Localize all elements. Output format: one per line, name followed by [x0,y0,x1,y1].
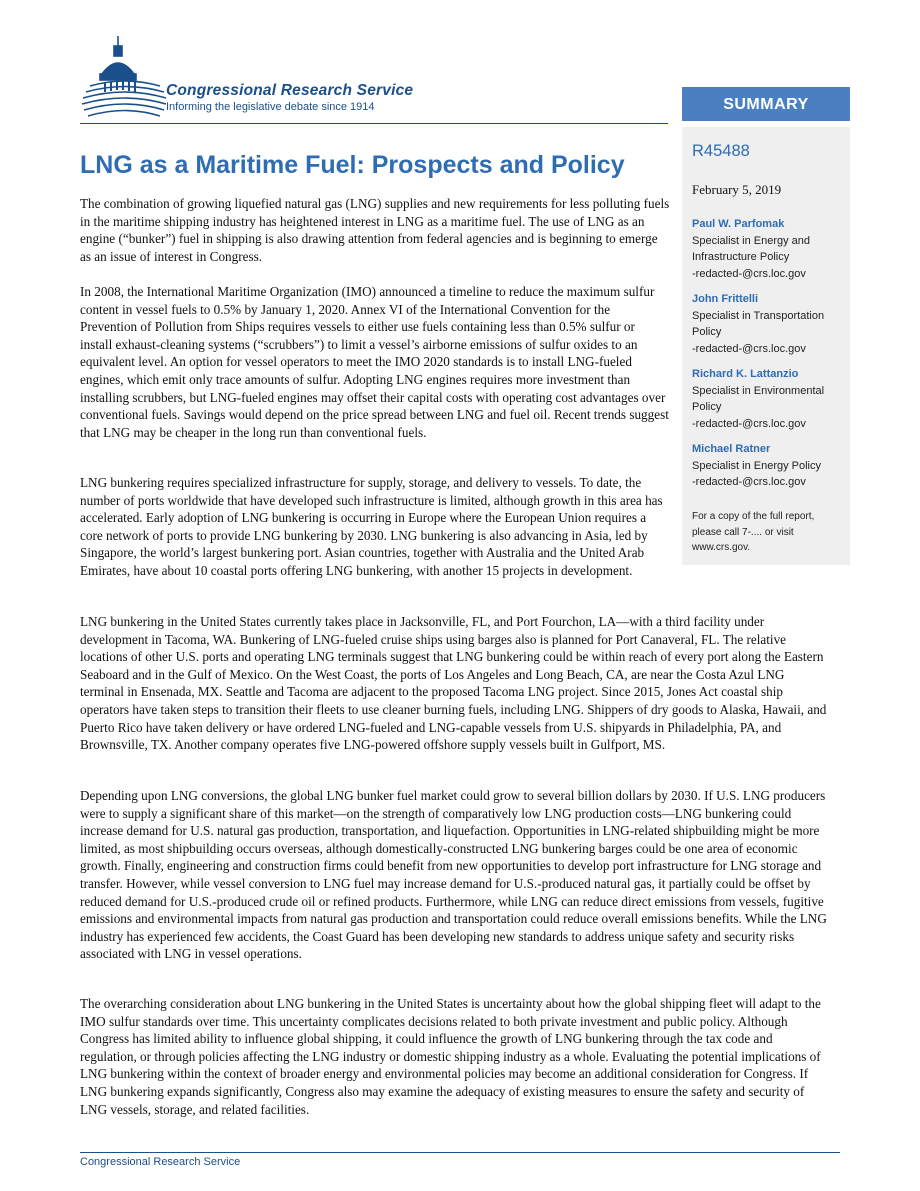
author-email[interactable]: -redacted-@crs.loc.gov [692,476,806,488]
report-date: February 5, 2019 [692,182,782,197]
page-title: LNG as a Maritime Fuel: Prospects and Policy [80,151,625,179]
author-role: Specialist in Energy and Infrastructure Policy [692,234,811,263]
summary-paragraph: The combination of growing liquefied natural gas (LNG) supplies and new requirements for less polluting fuels in the maritime shipping industry has heightened interest in LNG as a maritime fuel. The use of LNG as an engine (“bunker”) fuel in shipping is also drawing attention from federal agencies and is beginning to emerge as an issue of interest in Congress. [80,196,670,264]
footer-text: Congressional Research Service [80,1156,241,1168]
summary-paragraph: In 2008, the International Maritime Organization (IMO) announced a timeline to reduce the maximum sulfur content in vessel fuels to 0.5% by January 1, 2020. Annex VI of the International Convention for the Prevention of Pollution from Ships requires vessels to either use fuels containing less than 0.5% sulfur or install exhaust-cleaning systems (“scrubbers”) to limit a vessel’s airborne emissions of sulfur oxides to an equivalent level. An option for vessel operators to meet the IMO 2020 standards is to install LNG-fueled engines, which emit only trace amounts of sulfur. Adopting LNG engines requires more investment than installing scrubbers, but LNG-fueled engines may offset their capital costs with operating cost advantages over conventional fuels. Savings would depend on the price spread between LNG and fuel oil. Recent trends suggest that LNG may be cheaper in the long run than conventional fuels. [80,284,669,440]
summary-paragraph: The overarching consideration about LNG bunkering in the United States is uncertainty about how the global shipping fleet will adapt to the IMO sulfur standards over time. This uncertainty complicates decisions related to both private investment and public policy. Although Congress has limited ability to influence global shipping, it could influence the growth of LNG bunkering through the tax code and regulation, or through policies affecting the LNG industry or domestic shipping industry as a whole. Evaluating the potential implications of LNG bunkering within the context of broader energy and environmental policies may become an additional consideration for Congress. If LNG bunkering expands significantly, Congress also may examine the adequacy of existing measures to ensure the safety and security of LNG vessels, storage, and related facilities. [80,996,821,1117]
summary-paragraph: LNG bunkering requires specialized infrastructure for supply, storage, and delivery to vessels. To date, the number of ports worldwide that have developed such infrastructure is limited, although growth in this area has accelerated. Early adoption of LNG bunkering is occurring in Europe where the European Union requires a core network of ports to provide LNG bunkering by 2030. LNG bunkering is also advancing in Asia, led by Singapore, the world’s largest bunkering port. Asian countries, together with Australia and the United Arab Emirates, have about 10 coastal ports offering LNG bunkering, with another 15 projects in development. [80,475,663,578]
author-name: John Frittelli [692,293,758,305]
author-email[interactable]: -redacted-@crs.loc.gov [692,267,806,280]
author-role: Specialist in Energy Policy [692,459,822,472]
summary-label: SUMMARY [682,87,850,121]
org-tagline: Informing the legislative debate since 1914 [166,101,375,113]
author-block [692,216,850,282]
author-name: Paul W. Parfomak [692,218,785,230]
author-role: Specialist in Transportation Policy [692,309,825,338]
summary-paragraph: LNG bunkering in the United States currently takes place in Jacksonville, FL, and Port Fourchon, LA—with a third facility under development in Tacoma, WA. Bunkering of LNG-fueled cruise ships using barges also is planned for Port Canaveral, FL. The relative locations of other U.S. ports and operating LNG terminals suggest that LNG bunkering could be within reach of every port along the Eastern Seaboard and in the Gulf of Mexico. On the West Coast, the ports of Los Angeles and Long Beach, CA, are near the Costa Azul LNG terminal in Ensenada, MX. Seattle and Tacoma are adjacent to the proposed Tacoma LNG project. Since 2015, Jones Act coastal ship operators have taken steps to transition their fleets to use cleaner burning fuels, including LNG. Shippers of dry goods to Alaska, Hawaii, and Puerto Rico have taken delivery or have ordered LNG-fueled and LNG-capable vessels from U.S. shipyards in Philadelphia, PA, and Brownsville, TX. Another company operates five LNG-powered offshore supply vessels built in Gulfport, MS. [80,614,827,753]
author-block [692,291,850,357]
copy-note: For a copy of the full report, please call 7-.... or visit www.crs.gov. [692,511,815,553]
header-divider [80,123,668,124]
org-name: Congressional Research Service [166,82,414,99]
author-block [692,366,850,432]
author-name: Michael Ratner [692,443,771,455]
report-number: R45488 [692,142,750,160]
author-block [692,441,850,491]
author-email[interactable]: -redacted-@crs.loc.gov [692,342,806,355]
author-email[interactable]: -redacted-@crs.loc.gov [692,417,806,430]
author-role: Specialist in Environmental Policy [692,384,825,413]
author-name: Richard K. Lattanzio [692,368,799,380]
footer-divider [80,1152,840,1153]
summary-paragraph: Depending upon LNG conversions, the global LNG bunker fuel market could grow to several billion dollars by 2030. If U.S. LNG producers were to supply a significant share of this market—on the strength of comparatively low LNG production costs—LNG bunkering could increase demand for U.S. natural gas production, transportation, and liquefaction. Opportunities in LNG-related shipbuilding might be more limited, as most shipbuilding occurs overseas, although domestically-constructed LNG bunkering barges could be one area of economic growth. Finally, engineering and construction firms could benefit from new opportunities to develop port infrastructure for LNG storage and transfer. However, while vessel conversion to LNG fuel may increase demand for U.S.-produced natural gas, it partially could be offset by reduced demand for U.S.-produced crude oil or refined products. Furthermore, while LNG can reduce direct emissions from vessels, fugitive emissions and environmental impacts from natural gas production and transportation could reduce overall emissions benefits. While the LNG industry has experienced few accidents, the Coast Guard has been developing new standards to address unique safety and security risks associated with LNG in vessel operations. [80,788,827,962]
